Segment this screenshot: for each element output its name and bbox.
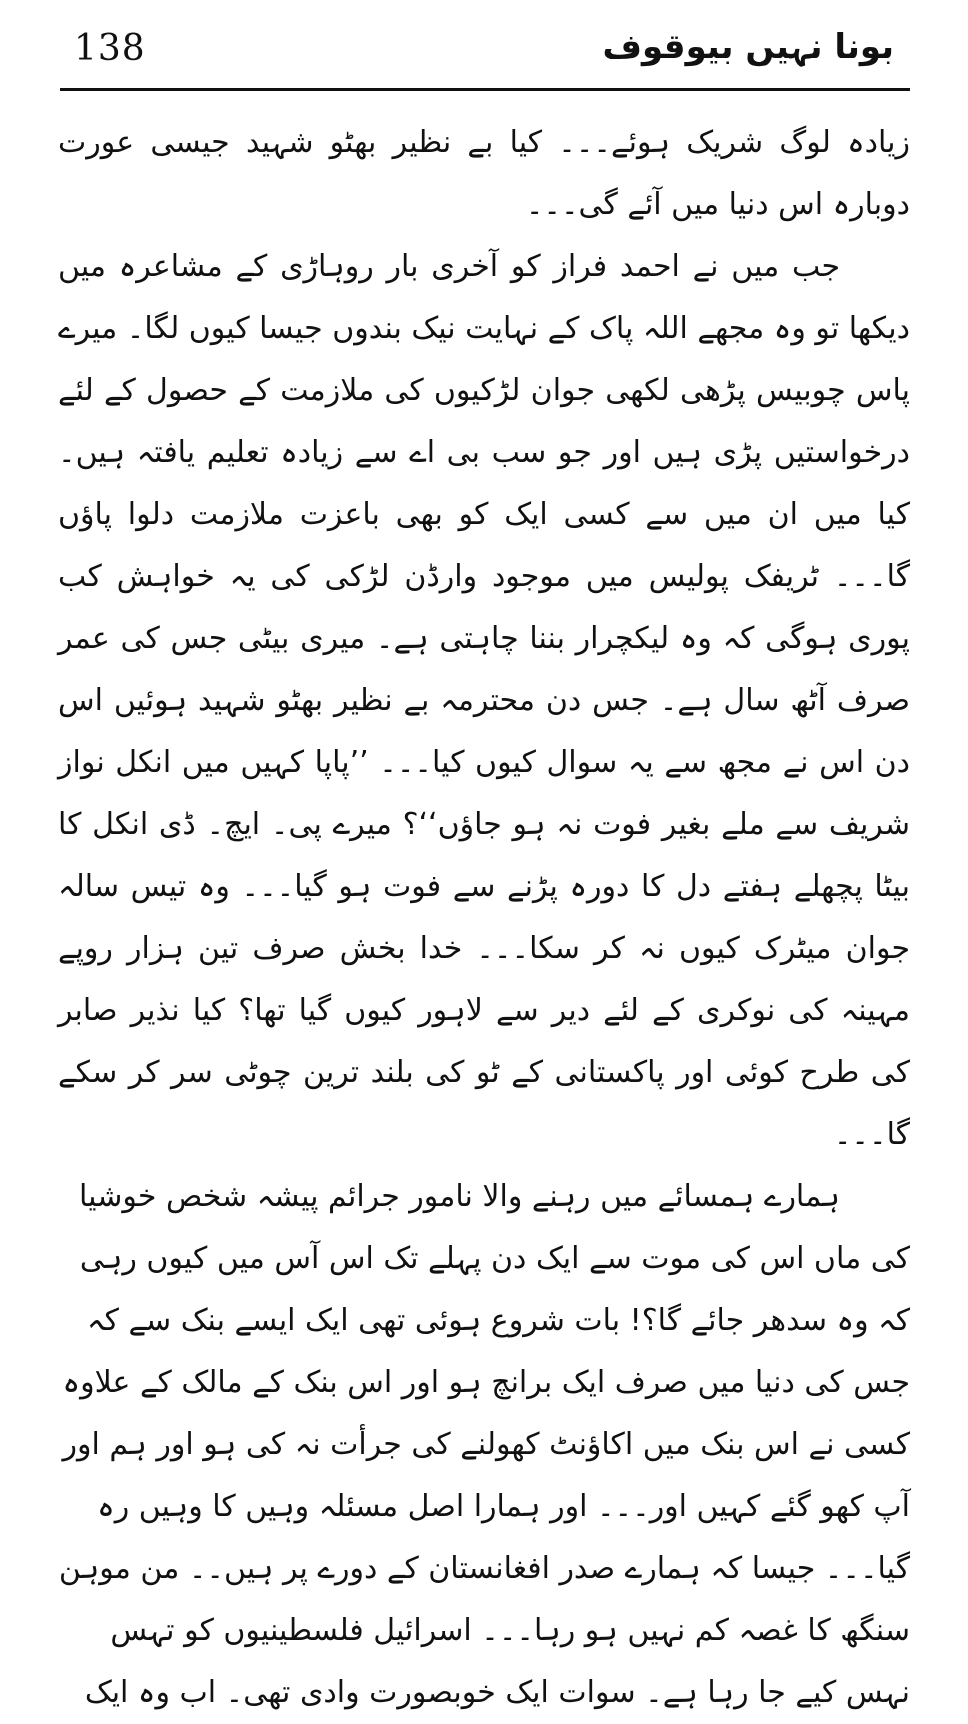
paragraph-3: ہمارے ہمسائے میں رہنے والا نامور جرائم پیشہ شخص خوشیا کی ماں اس کی موت سے ایک دن پہلے تک اس آس میں کیوں رہی کہ وہ سدھر جائے گا؟! بات شروع ہوئی تھی ایک ایسے بنک سے کہ جس کی دنیا میں صرف ایک برانچ ہو اور اس بنک کے مالک کے علاوہ کسی نے اس بنک میں اکاؤنٹ کھولنے کی جرأت نہ کی ہو اور ہم اور آپ کھو گئے کہیں اور۔۔۔ اور ہمارا اصل مسئلہ وہیں کا وہیں رہ گیا۔۔۔ جیسا کہ ہمارے صدر افغانستان کے دورے پر ہیں۔۔ من موہن سنگھ کا غصہ کم نہیں ہو رہا۔۔۔ اسرائیل فلسطینیوں کو تہس نہس کیے جا رہا ہے۔ سوات ایک خوبصورت وادی تھی۔ اب وہ ایک (58, 1179, 910, 1710)
page-header (60, 22, 908, 92)
body-text (58, 112, 910, 1724)
paragraph-2: جب میں نے احمد فراز کو آخری بار روہاڑی کے مشاعرہ میں دیکھا تو وہ مجھے اللہ پاک کے نہایت نیک بندوں جیسا کیوں لگا۔ میرے پاس چوبیس پڑھی لکھی جوان لڑکیوں کی ملازمت کے حصول کے لئے درخواستیں پڑی ہیں اور جو سب بی اے سے زیادہ تعلیم یافتہ ہیں۔ کیا میں ان میں سے کسی ایک کو بھی باعزت ملازمت دلوا پاؤں گا۔۔۔ ٹریفک پولیس میں موجود وارڈن لڑکی کی یہ خواہش کب پوری ہوگی کہ وہ لیکچرار بننا چاہتی ہے۔ میری بیٹی جس کی عمر صرف آٹھ سال ہے۔ جس دن محترمہ بے نظیر بھٹو شہید ہوئیں اس دن اس نے مجھ سے یہ سوال کیوں کیا۔۔۔ ’’پاپا کہیں میں انکل نواز شریف سے ملے بغیر فوت نہ ہو جاؤں‘‘؟ میرے پی۔ ایچ۔ ڈی انکل کا بیٹا پچھلے ہفتے دل کا دورہ پڑنے سے فوت ہو گیا۔۔۔ وہ تیس سالہ جوان میٹرک کیوں نہ کر سکا۔۔۔ خدا بخش صرف تین ہزار روپے مہینہ کی نوکری کے لئے دیر سے لاہور کیوں گیا تھا؟ کیا نذیر صابر کی طرح کوئی اور پاکستانی کے ٹو کی بلند ترین چوٹی سر کر سکے گا۔۔۔ (58, 249, 910, 1152)
running-title: بونا نہیں بیوقوف (602, 27, 894, 67)
paragraph-1: زیادہ لوگ شریک ہوئے۔۔۔ کیا بے نظیر بھٹو شہید جیسی عورت دوبارہ اس دنیا میں آئے گی۔۔۔ (58, 125, 910, 222)
header-divider (60, 88, 910, 91)
page-number: 138 (74, 28, 146, 69)
